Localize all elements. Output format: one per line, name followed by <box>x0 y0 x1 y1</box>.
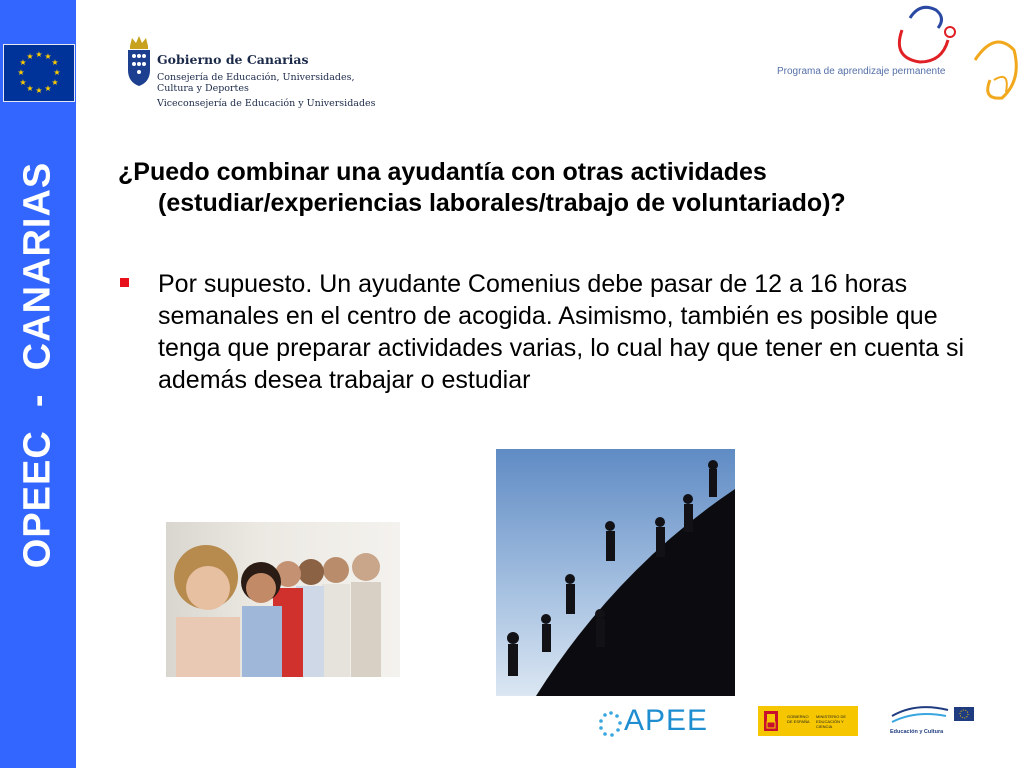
answer-bullet <box>120 268 1000 396</box>
svg-text:★: ★ <box>26 52 34 61</box>
bullet-square-icon <box>120 278 129 287</box>
sidebar-title: OPEEC - CANARIAS <box>16 161 59 569</box>
swirl-icon <box>770 0 1024 110</box>
svg-text:★: ★ <box>51 78 59 87</box>
svg-text:★: ★ <box>53 68 61 77</box>
question-line-1: ¿Puedo combinar una ayudantía con otras actividades <box>118 158 767 186</box>
educacion-cultura-logo <box>886 700 978 740</box>
eu-flag-icon <box>3 44 75 102</box>
apee-logo <box>597 704 722 744</box>
group-of-students-photo <box>166 522 400 677</box>
ministerio-educacion-logo <box>758 706 858 736</box>
question-line-2: (estudiar/experiencias laborales/trabajo de voluntariado)? <box>158 189 846 217</box>
answer-text: Por supuesto. Un ayudante Comenius debe pasar de 12 a 16 horas semanales en el centro de acogida. Asimismo, también es posible que tenga que preparar actividades varias, lo cual hay que tener en cuenta si además desea trabajar o estudiar <box>158 270 965 394</box>
ministerio-label: MINISTERIO DE EDUCACIÓN Y CIENCIA <box>816 714 847 729</box>
svg-text:★: ★ <box>19 78 27 87</box>
question-heading <box>118 157 998 219</box>
svg-text:★: ★ <box>35 86 43 95</box>
svg-text:★: ★ <box>44 52 52 61</box>
silhouettes-on-globe-photo <box>496 449 735 696</box>
sidebar <box>0 0 76 768</box>
gobierno-canarias-logo <box>124 34 384 126</box>
gobierno-espana-label: GOBIERNO DE ESPAÑA <box>787 714 810 724</box>
svg-text:★: ★ <box>26 84 34 93</box>
svg-text:★: ★ <box>17 68 25 77</box>
crown-shield-icon <box>124 34 154 92</box>
spain-shield-icon <box>762 709 780 733</box>
department-name: Consejería de Educación, Universidades, Cultura y Deportes <box>157 72 355 94</box>
programme-logo <box>770 0 1024 110</box>
svg-text:★: ★ <box>44 84 52 93</box>
svg-text:★: ★ <box>19 58 27 67</box>
government-name: Gobierno de Canarias <box>157 52 309 67</box>
svg-text:★: ★ <box>51 58 59 67</box>
programme-name: Programa de aprendizaje permanente <box>777 66 946 77</box>
educacion-cultura-label: Educación y Cultura <box>890 729 944 735</box>
viceconsejeria-name: Viceconsejería de Educación y Universidades <box>157 98 376 109</box>
svg-text:★: ★ <box>35 50 43 59</box>
dotted-circle-icon <box>597 708 623 740</box>
apee-label: APEE <box>624 704 709 737</box>
